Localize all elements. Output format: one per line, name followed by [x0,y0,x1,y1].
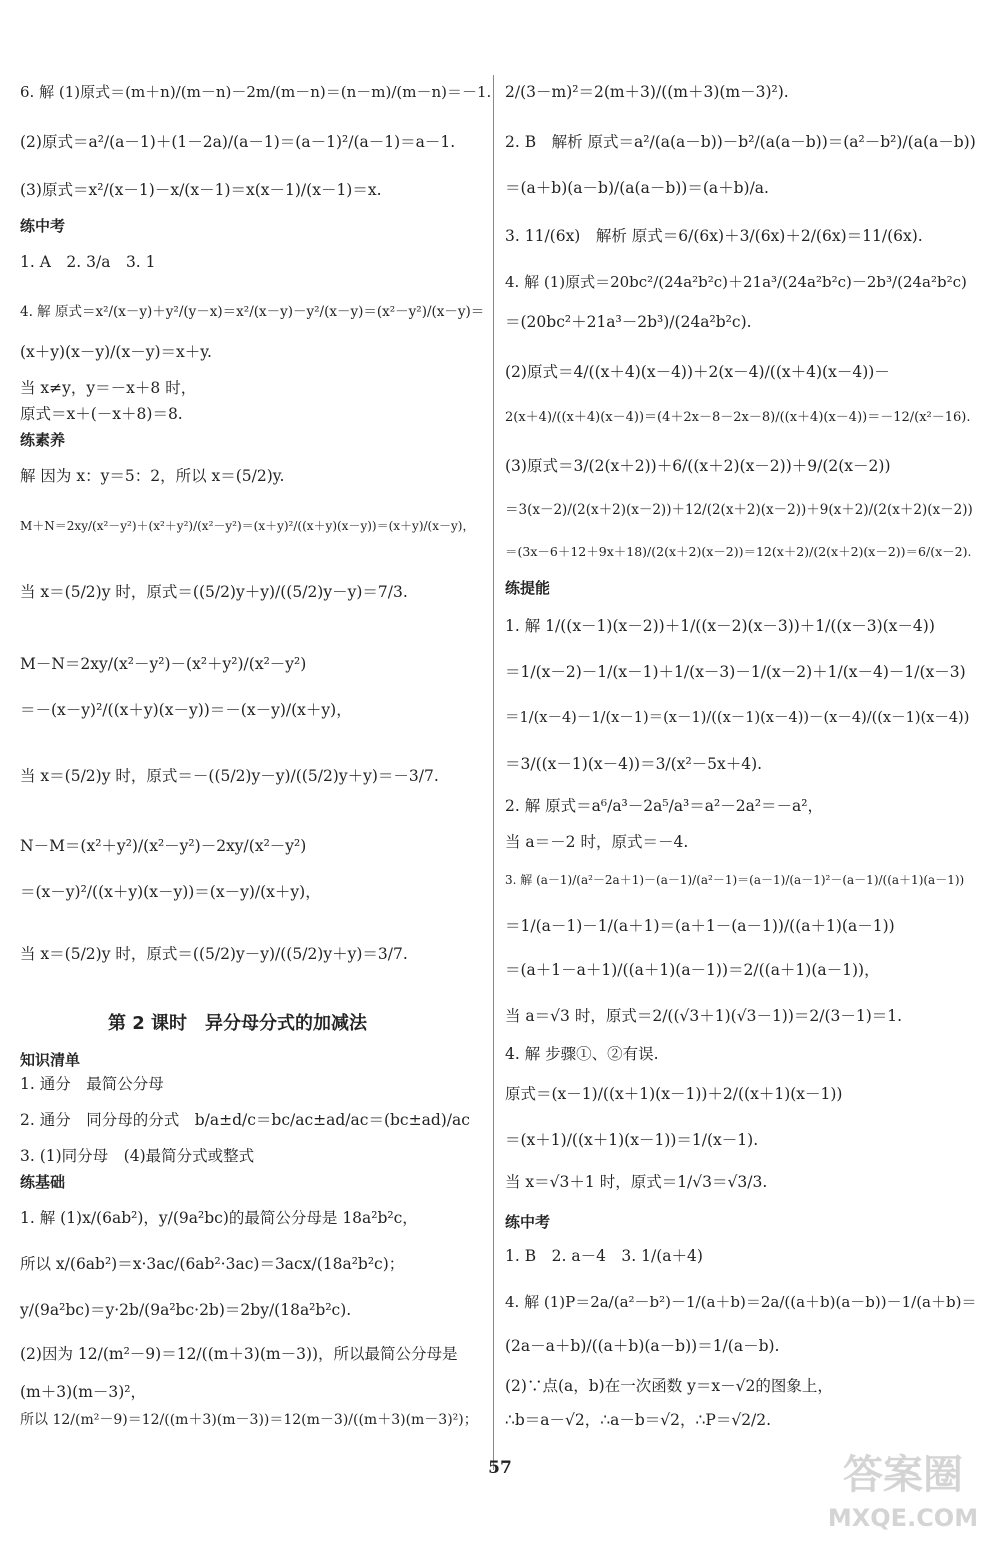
solution-line: 解 因为 x：y＝5：2，所以 x＝(5/2)y. [20,467,285,485]
section-heading: 练素养 [20,431,66,449]
solution-line: ＝(x－y)²/((x＋y)(x－y))＝(x－y)/(x＋y)， [20,883,321,901]
section-heading: 知识清单 [20,1051,81,1069]
solution-line: ＝3/((x－1)(x－4))＝3/(x²－5x＋4). [505,755,763,773]
section-heading: 练中考 [505,1213,551,1231]
solution-line: 1. B 2. a－4 3. 1/(a＋4) [505,1247,703,1265]
solution-line: 当 x＝(5/2)y 时，原式＝((5/2)y＋y)/((5/2)y－y)＝7/3. [20,583,408,601]
solution-line: 4. 解 (1)P＝2a/(a²－b²)－1/(a＋b)＝2a/((a＋b)(a－b))－1/(a＋b)＝ [505,1293,977,1311]
solution-line: 4. 解 (1)原式＝20bc²/(24a²b²c)＋21a³/(24a²b²c)－2b³/(24a²b²c) [505,273,967,291]
solution-line: 3. (1)同分母 (4)最简分式或整式 [20,1147,255,1165]
section-heading: 练提能 [505,579,551,597]
solution-line: 2. 解 原式＝a⁶/a³－2a⁵/a³＝a²－2a²＝－a²， [505,797,823,815]
page-number: 57 [488,1458,512,1478]
solution-line: N－M＝(x²＋y²)/(x²－y²)－2xy/(x²－y²) [20,837,307,855]
section-heading: 练中考 [20,217,66,235]
watermark-text-en: MXQE.COM [827,1504,979,1532]
solution-line: 1. 通分 最简公分母 [20,1075,164,1093]
right-column [505,0,980,1542]
solution-line: 当 x＝(5/2)y 时，原式＝((5/2)y－y)/((5/2)y＋y)＝3/7. [20,945,408,963]
solution-line: ＝(a＋1－a＋1)/((a＋1)(a－1))＝2/((a＋1)(a－1))， [505,961,880,979]
solution-line: 4. 解 原式＝x²/(x－y)＋y²/(y－x)＝x²/(x－y)－y²/(x－y)＝(x²－y²)/(x－y)＝ [20,304,485,320]
solution-line: 1. 解 (1)x/(6ab²)，y/(9a²bc)的最简公分母是 18a²b²c， [20,1209,418,1227]
solution-line: (2)原式＝4/((x＋4)(x－4))＋2(x－4)/((x＋4)(x－4))－ [505,363,890,381]
solution-line: 1. A 2. 3/a 3. 1 [20,253,156,271]
solution-line: 6. 解 (1)原式＝(m＋n)/(m－n)－2m/(m－n)＝(n－m)/(m－n)＝－1. [20,83,492,101]
solution-line: ＝1/(x－4)－1/(x－1)＝(x－1)/((x－1)(x－4))－(x－4)/((x－1)(x－4)) [505,710,970,726]
solution-line: 当 x＝(5/2)y 时，原式＝－((5/2)y－y)/((5/2)y＋y)＝－3/7. [20,767,439,785]
solution-line: 所以 x/(6ab²)＝x·3ac/(6ab²·3ac)＝3acx/(18a²b²c)； [20,1255,405,1273]
solution-line: M－N＝2xy/(x²－y²)－(x²＋y²)/(x²－y²) [20,655,307,673]
solution-line: (2)原式＝a²/(a－1)＋(1－2a)/(a－1)＝(a－1)²/(a－1)＝a－1. [20,133,456,151]
solution-line: (2)∵点(a，b)在一次函数 y＝x－√2的图象上， [505,1377,833,1395]
solution-line: ＝(x＋1)/((x＋1)(x－1))＝1/(x－1). [505,1131,759,1149]
solution-line: ＝3(x－2)/(2(x＋2)(x－2))＋12/(2(x＋2)(x－2))＋9(x＋2)/(2(x＋2)(x－2)) [505,502,973,518]
solution-line: ＝－(x－y)²/((x＋y)(x－y))＝－(x－y)/(x＋y)， [20,701,352,719]
solution-line: (m＋3)(m－3)²， [20,1383,147,1401]
solution-line: 当 x≠y，y＝－x＋8 时， [20,379,197,397]
solution-line: 1. 解 1/((x－1)(x－2))＋1/((x－2)(x－3))＋1/((x－3)(x－4)) [505,617,935,635]
solution-line: ＝(3x－6＋12＋9x＋18)/(2(x＋2)(x－2))＝12(x＋2)/(2(x＋2)(x－2))＝6/(x－2). [505,544,972,559]
solution-line: 当 a＝－2 时，原式＝－4. [505,833,689,851]
solution-line: ＝(a＋b)(a－b)/(a(a－b))＝(a＋b)/a. [505,179,769,197]
column-divider [493,75,494,1470]
watermark-text-cn: 答案圈 [843,1452,963,1498]
solution-line: ∴b＝a－√2，∴a－b＝√2，∴P＝√2/2. [505,1411,772,1429]
solution-line: 当 x＝√3＋1 时，原式＝1/√3＝√3/3. [505,1173,768,1191]
solution-line: 当 a＝√3 时，原式＝2/((√3＋1)(√3－1))＝2/(3－1)＝1. [505,1007,903,1025]
solution-line: 原式＝(x－1)/((x＋1)(x－1))＋2/((x＋1)(x－1)) [505,1085,843,1103]
solution-line: 原式＝x＋(－x＋8)＝8. [20,405,183,423]
solution-line: 3. 解 (a－1)/(a²－2a＋1)－(a－1)/(a²－1)＝(a－1)/(a－1)²－(a－1)/((a＋1)(a－1)) [505,873,965,887]
solution-line: 2. 通分 同分母的分式 b/a±d/c＝bc/ac±ad/ac＝(bc±ad)/ac [20,1111,470,1129]
solution-line: (3)原式＝x²/(x－1)－x/(x－1)＝x(x－1)/(x－1)＝x. [20,181,382,199]
solution-line: 4. 解 步骤①、②有误. [505,1045,659,1063]
solution-line: 2/(3－m)²＝2(m＋3)/((m＋3)(m－3)²). [505,83,789,101]
left-column [20,0,495,1542]
solution-line: (2a－a＋b)/((a＋b)(a－b))＝1/(a－b). [505,1337,780,1355]
chapter-title: 第 2 课时 异分母分式的加减法 [108,1013,368,1034]
solution-line: ＝1/(a－1)－1/(a＋1)＝(a＋1－(a－1))/((a＋1)(a－1)) [505,917,895,935]
solution-line: y/(9a²bc)＝y·2b/(9a²bc·2b)＝2by/(18a²b²c). [20,1301,352,1319]
solution-line: (2)因为 12/(m²－9)＝12/((m＋3)(m－3))，所以最简公分母是 [20,1345,458,1363]
solution-line: ＝(20bc²＋21a³－2b³)/(24a²b²c). [505,313,752,331]
solution-line: M＋N＝2xy/(x²－y²)＋(x²＋y²)/(x²－y²)＝(x＋y)²/((x＋y)(x－y))＝(x＋y)/(x－y)， [20,519,475,533]
solution-line: 所以 12/(m²－9)＝12/((m＋3)(m－3))＝12(m－3)/((m＋3)(m－3)²)； [20,1412,478,1428]
section-heading: 练基础 [20,1173,66,1191]
solution-line: 3. 11/(6x) 解析 原式＝6/(6x)＋3/(6x)＋2/(6x)＝11/(6x). [505,227,923,245]
watermark-logo [818,1440,988,1536]
solution-line: 2(x＋4)/((x＋4)(x－4))＝(4＋2x－8－2x－8)/((x＋4)(x－4))＝－12/(x²－16). [505,410,971,425]
solution-line: (x＋y)(x－y)/(x－y)＝x＋y. [20,343,212,361]
solution-line: (3)原式＝3/(2(x＋2))＋6/((x＋2)(x－2))＋9/(2(x－2)) [505,457,891,475]
solution-line: ＝1/(x－2)－1/(x－1)＋1/(x－3)－1/(x－2)＋1/(x－4)－1/(x－3) [505,663,966,681]
solution-line: 2. B 解析 原式＝a²/(a(a－b))－b²/(a(a－b))＝(a²－b²)/(a(a－b)) [505,133,976,151]
